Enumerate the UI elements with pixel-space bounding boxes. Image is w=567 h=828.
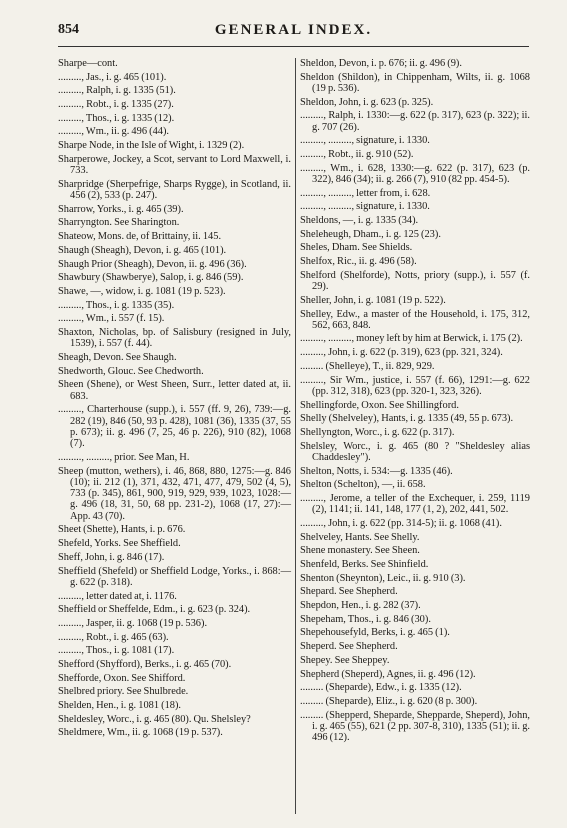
right-index-column (300, 58, 530, 746)
index-entry: Sharperowe, Jockey, a Scot, servant to Lord Maxwell, i. 733. (58, 153, 291, 177)
index-entry: Shelford (Shelforde), Notts, priory (supp.), i. 557 (f. 29). (300, 269, 530, 293)
index-entry: Sheldesley, Worc., i. g. 465 (80). Qu. Shelsley? (58, 713, 251, 725)
index-entry: ........., Thos., i. g. 1335 (12). (58, 112, 175, 124)
index-entry: ........., Wm., i. 628, 1330:—g. 622 (p. 317), 623 (p. 322), 846 (34); ii. g. 266 (7), 910 (82 pp. 454-5). (300, 162, 530, 186)
running-title: GENERAL INDEX. (214, 22, 373, 38)
index-entry: Shepdon, Hen., i. g. 282 (37). (300, 600, 421, 612)
index-entry: Shenton (Sheynton), Leic., ii. g. 910 (3). (300, 572, 466, 584)
index-entry: Sheller, John, i. g. 1081 (19 p. 522). (300, 294, 446, 306)
index-entry: Shepherd (Sheperd), Agnes, ii. g. 496 (12). (300, 668, 476, 680)
index-entry: Sheldmere, Wm., ii. g. 1068 (19 p. 537). (58, 727, 223, 739)
index-entry: Shepeham, Thos., i. g. 846 (30). (300, 613, 431, 625)
index-entry: Sheffield (Shefeld) or Sheffield Lodge, Yorks., i. 868:—g. 622 (p. 318). (58, 565, 291, 588)
index-entry: Sheldon, Devon, i. p. 676; ii. g. 496 (9). (300, 58, 462, 69)
index-entry: Sheleheugh, Dham., i. g. 125 (23). (300, 228, 441, 240)
index-entry: ........., ........., money left by him at Berwick, i. 175 (2). (300, 333, 523, 345)
index-entry: ........., ........., signature, i. 1330. (300, 201, 430, 213)
index-entry: ........., Sir Wm., justice, i. 557 (f. 66), 1291:—g. 622 (pp. 312, 318), 623 (pp. 320-1, 323, 326). (300, 374, 530, 397)
index-entry: ........., Jerome, a teller of the Exchequer, i. 259, 1119 (2), 1141; ii. 141, 148, 177 (1, 2), 202, 441, 502. (300, 492, 530, 516)
index-entry: ........., Wm., i. 557 (f. 15). (58, 313, 165, 325)
index-entry: Sheldon, John, i. g. 623 (p. 325). (300, 96, 434, 108)
index-entry: Shateow, Mons. de, of Brittainy, ii. 145. (58, 231, 222, 243)
index-entry: Shaugh Prior (Sheagh), Devon, ii. g. 496 (36). (58, 258, 247, 270)
index-entry: ........., John, i. g. 622 (pp. 314-5); ii. g. 1068 (41). (300, 517, 502, 529)
index-entry: Shawbury (Shawberye), Salop, i. g. 846 (59). (58, 272, 244, 284)
index-entry: ........., letter dated at, i. 1176. (58, 590, 177, 602)
index-entry: Shelden, Hen., i. g. 1081 (18). (58, 700, 182, 711)
index-entry: Shaugh (Sheagh), Devon, i. g. 465 (101). (58, 244, 227, 256)
index-entry: Shepey. See Sheppey. (300, 654, 390, 666)
index-entry: Shenfeld, Berks. See Shinfield. (300, 559, 429, 570)
index-entry: Sheffield or Sheffelde, Edm., i. g. 623 (p. 324). (58, 604, 251, 616)
header-rule (58, 46, 529, 47)
index-entry: ........., Wm., ii. g. 496 (44). (58, 126, 170, 138)
index-entry: Sharryngton. See Sharington. (58, 217, 180, 229)
index-entry: ......... (Shepperd, Sheparde, Shepparde, Sheperd), John, i. g. 465 (55), 621 (2 pp. 307-8, 310), 1335 (51); ii. g. 496 (12). (300, 709, 530, 744)
index-entry: ......... (Shelleye), T., ii. 829, 929. (300, 360, 435, 372)
index-entry: Shedworth, Glouc. See Chedworth. (58, 365, 204, 377)
index-entry: Shelley, Edw., a master of the Household, i. 175, 312, 562, 663, 848. (300, 308, 530, 331)
index-entry: ........., Ralph, i. 1330:—g. 622 (p. 317), 623 (p. 322); ii. g. 707 (26). (300, 110, 530, 133)
index-entry: Shellingforde, Oxon. See Shillingford. (300, 399, 459, 411)
index-entry: Sharpe—cont. (58, 58, 118, 69)
index-entry: Shefeld, Yorks. See Sheffield. (58, 538, 181, 550)
index-entry: Shelfox, Ric., ii. g. 496 (58). (300, 256, 417, 268)
index-entry: Shellyngton, Worc., i. g. 622 (p. 317). (300, 426, 455, 438)
index-entry: ........., Thos., i. g. 1081 (17). (58, 645, 175, 657)
index-entry: ......... (Sheparde), Eliz., i. g. 620 (8 p. 300). (300, 695, 478, 707)
left-index-column (58, 58, 291, 741)
index-entry: Sheet (Shette), Hants, i. p. 676. (58, 524, 186, 536)
page-number: 854 (58, 22, 79, 37)
index-entry: Shelveley, Hants. See Shelly. (300, 531, 420, 543)
index-entry: Shelton, Notts, i. 534:—g. 1335 (46). (300, 465, 453, 477)
index-entry: ........., John, i. g. 622 (p. 319), 623 (pp. 321, 324). (300, 347, 503, 359)
index-entry: ........., Jasper, ii. g. 1068 (19 p. 536). (58, 617, 208, 629)
index-entry: ........., ........., letter from, i. 628. (300, 187, 431, 199)
index-entry: Shepard. See Shepherd. (300, 586, 398, 598)
index-entry: Shawe, —, widow, i. g. 1081 (19 p. 523). (58, 285, 226, 297)
index-entry: ........., ........., signature, i. 1330. (300, 135, 430, 147)
index-entry: Shaxton, Nicholas, bp. of Salisbury (resigned in July, 1539), i. 557 (f. 44). (58, 326, 291, 350)
index-entry: Shepehousefyld, Berks, i. g. 465 (1). (300, 627, 450, 639)
index-entry: Shelton (Schelton), —, ii. 658. (300, 479, 426, 491)
index-entry: Shene monastery. See Sheen. (300, 545, 420, 557)
index-entry: Shelly (Shelveley), Hants, i. g. 1335 (49, 55 p. 673). (300, 413, 514, 425)
page-header (58, 22, 529, 44)
index-entry: Sheperd. See Shepherd. (300, 641, 398, 653)
index-entry: Shefforde, Oxon. See Shifford. (58, 672, 186, 684)
index-entry: Sheldon (Shildon), in Chippenham, Wilts, ii. g. 1068 (19 p. 536). (300, 71, 530, 94)
index-entry: ........., Robt., i. g. 465 (63). (58, 631, 169, 643)
index-entry: Sheen (Shene), or West Sheen, Surr., letter dated at, ii. 683. (58, 379, 291, 402)
index-entry: Shefford (Shyfford), Berks., i. g. 465 (70). (58, 658, 232, 670)
index-entry: Sharpe Node, in the Isle of Wight, i. 1329 (2). (58, 140, 245, 152)
index-entry: ........., Robt., ii. g. 910 (52). (300, 149, 414, 161)
index-entry: ........., ........., prior. See Man, H. (58, 451, 190, 463)
index-entry: Shelsley, Worc., i. g. 465 (80 ? "Sheldesley alias Chaddesley"). (300, 440, 530, 463)
index-entry: ........., Jas., i. g. 465 (101). (58, 71, 167, 83)
index-entry: ......... (Sheparde), Edw., i. g. 1335 (12). (300, 682, 462, 694)
index-entry: Sheagh, Devon. See Shaugh. (58, 351, 177, 363)
index-entry: ........., Robt., i. g. 1335 (27). (58, 99, 174, 111)
index-entry: Sharpridge (Sherpefrige, Sharps Rygge), in Scotland, ii. 456 (2), 533 (p. 247). (58, 178, 291, 202)
index-entry: ........., Ralph, i. g. 1335 (51). (58, 85, 176, 97)
index-entry: Sheles, Dham. See Shields. (300, 242, 413, 254)
index-entry: Shelbred priory. See Shulbrede. (58, 686, 189, 698)
index-entry: Sheep (mutton, wethers), i. 46, 868, 880, 1275:—g. 846 (10); ii. 212 (1), 371, 432, 471, 477, 479, 502 (4, 5), 733 (p. 345), 861, 900, 919, 929, 939, 1023, 1028:—g. 496 (18, 31, 50, 68 pp. 231-2), 1068 (17, 27):—App. 43 (70). (58, 465, 291, 522)
index-entry: Sharrow, Yorks., i. g. 465 (39). (58, 203, 184, 215)
index-entry: Sheldons, —, i. g. 1335 (34). (300, 215, 419, 227)
index-entry: Sheff, John, i. g. 846 (17). (58, 551, 165, 563)
index-entry: ........., Charterhouse (supp.), i. 557 (ff. 9, 26), 739:—g. 282 (19), 846 (50, 93 p. 428), 1081 (36), 1335 (37, 55 p. 673); ii. g. 496 (7, 25, 46 p. 226), 910 (82), 1068 (7). (58, 404, 291, 450)
index-entry: ........., Thos., i. g. 1335 (35). (58, 299, 175, 311)
